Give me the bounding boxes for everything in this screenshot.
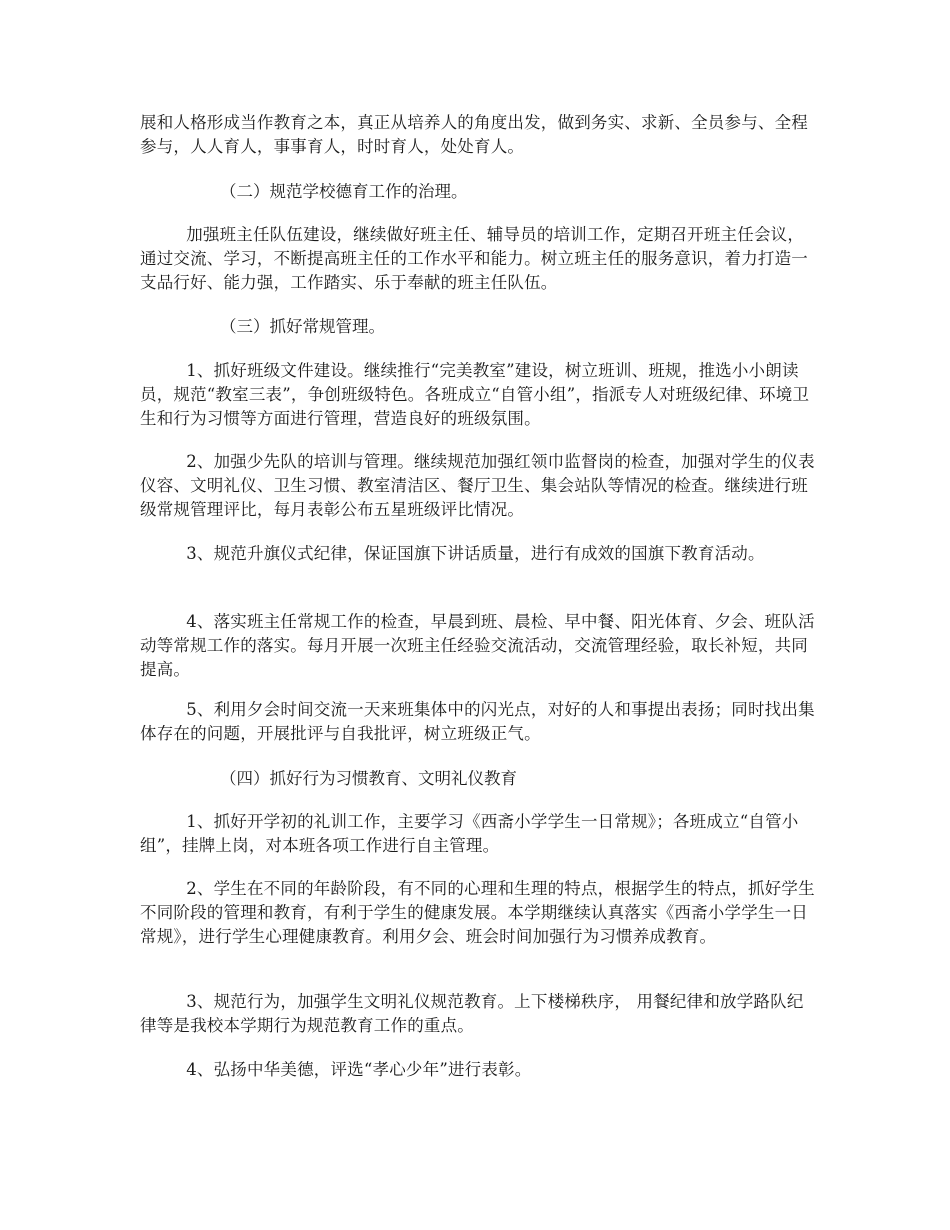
paragraph-routine-4: 4、落实班主任常规工作的检查，早晨到班、晨检、早中餐、阳光体育、夕会、班队活动等常规工作的落实。每月开展一次班主任经验交流活动，交流管理经验，取长补短，共同提高。 xyxy=(140,612,815,679)
paragraph-routine-1: 1、抓好班级文件建设。继续推行“完美教室”建设，树立班训、班规，推选小小朗读员，规范“教室三表”，争创班级特色。各班成立“自管小组”，指派专人对班级纪律、环境卫生和行为习惯等方面进行管理，营造良好的班级氛围。 xyxy=(140,361,810,428)
section-heading-4: （四）抓好行为习惯教育、文明礼仪教育 xyxy=(220,769,517,788)
paragraph-continuation: 展和人格形成当作教育之本，真正从培养人的角度出发，做到务实、求新、全员参与、全程参与，人人育人，事事育人，时时育人，处处育人。 xyxy=(140,113,808,156)
section-heading-3: （三）抓好常规管理。 xyxy=(220,317,385,336)
paragraph-behavior-3: 3、规范行为，加强学生文明礼仪规范教育。上下楼梯秩序， 用餐纪律和放学路队纪律等是我校本学期行为规范教育工作的重点。 xyxy=(140,992,804,1035)
section-heading-2: （二）规范学校德育工作的治理。 xyxy=(220,182,468,201)
paragraph-routine-3: 3、规范升旗仪式纪律，保证国旗下讲话质量，进行有成效的国旗下教育活动。 xyxy=(186,544,765,563)
paragraph-routine-5: 5、利用夕会时间交流一天来班集体中的闪光点，对好的人和事提出表扬；同时找出集体存在的问题，开展批评与自我批评，树立班级正气。 xyxy=(140,700,815,743)
paragraph-behavior-1: 1、抓好开学初的礼训工作，主要学习《西斋小学学生一日常规》；各班成立“自管小组”，挂牌上岗，对本班各项工作进行自主管理。 xyxy=(140,812,799,855)
paragraph-behavior-4: 4、弘扬中华美德，评选“孝心少年”进行表彰。 xyxy=(186,1060,532,1079)
paragraph-routine-2: 2、加强少先队的培训与管理。继续规范加强红领巾监督岗的检查，加强对学生的仪表仪容、文明礼仪、卫生习惯、教室清洁区、餐厅卫生、集会站队等情况的检查。继续进行班级常规管理评比，每月表彰公布五星班级评比情况。 xyxy=(140,452,815,519)
paragraph-behavior-2: 2、学生在不同的年龄阶段，有不同的心理和生理的特点，根据学生的特点，抓好学生不同阶段的管理和教育，有利于学生的健康发展。本学期继续认真落实《西斋小学学生一日常规》，进行学生心理健康教育。利用夕会、班会时间加强行为习惯养成教育。 xyxy=(140,879,815,946)
paragraph-teacher-team: 加强班主任队伍建设，继续做好班主任、辅导员的培训工作，定期召开班主任会议，通过交流、学习，不断提高班主任的工作水平和能力。树立班主任的服务意识，着力打造一支品行好、能力强，工作踏实、乐于奉献的班主任队伍。 xyxy=(140,225,808,292)
